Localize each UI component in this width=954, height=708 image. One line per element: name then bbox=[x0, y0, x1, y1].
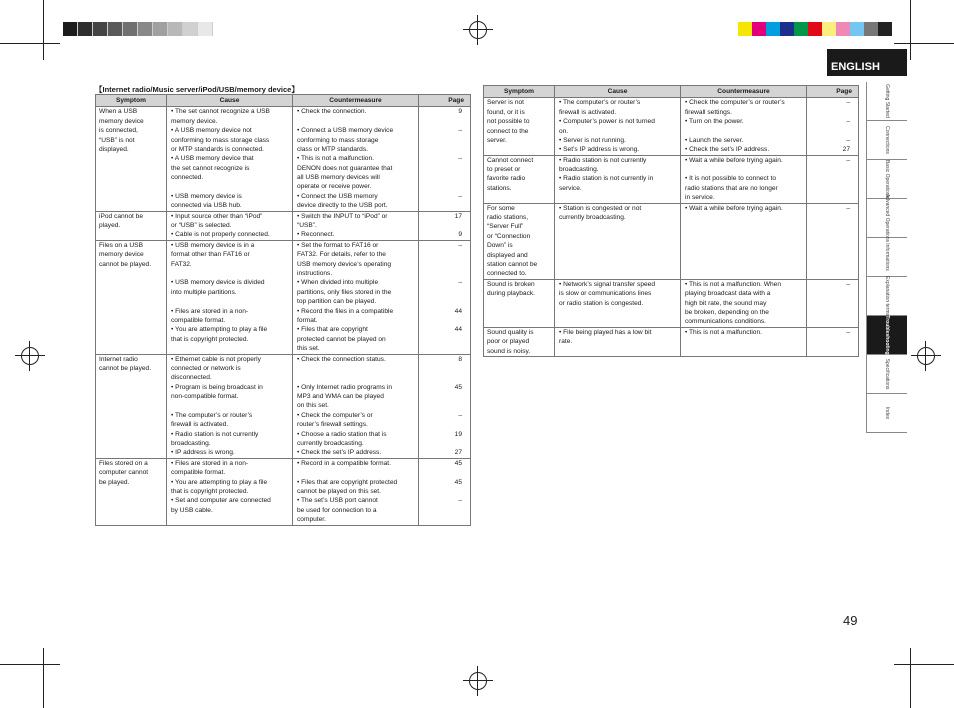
page-ref: 45 bbox=[454, 383, 462, 391]
side-tab[interactable] bbox=[866, 316, 907, 355]
countermeasure-item: • This is not a malfunction. When playing broadcast data with a high bit rate, the sound may be broken, depending on the communications conditions. bbox=[685, 280, 782, 326]
symptom-text: Server is not bbox=[487, 99, 525, 107]
side-tab-label: Troubleshooting bbox=[884, 315, 890, 355]
countermeasure-item: • Connect the USB memory device directly to the USB port. bbox=[297, 192, 388, 210]
side-tab[interactable] bbox=[866, 193, 907, 243]
symptom-text: connect to the bbox=[487, 127, 529, 135]
cause-item: • USB memory device is divided into multiple partitions. bbox=[171, 279, 265, 296]
cause-item: • A USB memory device not conforming to mass storage class or MTP standards is connected. bbox=[171, 127, 270, 153]
cause-cell bbox=[555, 327, 681, 356]
symptom-cell bbox=[484, 98, 555, 155]
countermeasure-item: • Wait a while before trying again. bbox=[685, 204, 783, 212]
countermeasure-cell bbox=[681, 155, 807, 203]
side-tab-label: Specifications bbox=[884, 358, 890, 390]
page-ref: – bbox=[846, 328, 850, 336]
cause-cell bbox=[555, 279, 681, 327]
crop-mark bbox=[894, 43, 954, 44]
page-ref: 9 bbox=[458, 108, 462, 116]
symptom-text: memory device bbox=[99, 117, 144, 125]
page-ref: 27 bbox=[454, 449, 462, 457]
symptom-text: be played. bbox=[99, 478, 130, 486]
page-cell bbox=[807, 155, 859, 203]
countermeasure-cell bbox=[681, 279, 807, 327]
symptom-text: displayed and bbox=[487, 251, 528, 259]
cause-item: • Radio station is not currently broadcasting. bbox=[559, 156, 647, 174]
grayscale-color-bar bbox=[63, 22, 213, 36]
cause-cell bbox=[555, 203, 681, 279]
cause-item: • Radio station is not currently broadcasting. bbox=[171, 430, 259, 448]
troubleshooting-table-right bbox=[483, 85, 859, 357]
countermeasure-item: • Record the files in a compatible format. bbox=[297, 307, 394, 324]
page-ref: – bbox=[458, 241, 462, 249]
header-symptom: Symptom bbox=[96, 95, 167, 107]
header-symptom: Symptom bbox=[484, 86, 555, 98]
page-ref: 45 bbox=[454, 459, 462, 467]
header-page: Page bbox=[419, 95, 471, 107]
symptom-text: stations. bbox=[487, 184, 512, 192]
symptom-text: iPod cannot be bbox=[99, 212, 143, 220]
crop-mark bbox=[0, 43, 60, 44]
side-navigation-tabs bbox=[866, 82, 907, 433]
crop-mark bbox=[910, 0, 911, 60]
cmyk-color-bar bbox=[738, 22, 892, 36]
cause-cell bbox=[167, 458, 293, 525]
troubleshooting-table-left bbox=[95, 94, 471, 526]
countermeasure-item: • When divided into multiple partitions, only files stored in the top partition can be played. bbox=[297, 279, 392, 306]
cause-item: • Set and computer are connected by USB cable. bbox=[171, 497, 271, 514]
symptom-text: For some bbox=[487, 204, 515, 212]
cause-item: • Files are stored in a non- compatible format. bbox=[171, 307, 249, 324]
symptom-text: during playback. bbox=[487, 290, 536, 298]
countermeasure-item: • Switch the INPUT to “iPod” or “USB”. bbox=[297, 212, 388, 230]
page-ref: – bbox=[458, 192, 462, 200]
countermeasure-item: • Connect a USB memory device conforming to mass storage class or MTP standards. bbox=[297, 127, 394, 153]
registration-mark bbox=[15, 341, 45, 371]
page-ref: 45 bbox=[454, 478, 462, 486]
registration-mark bbox=[911, 341, 941, 371]
cause-item: • File being played has a low bit rate. bbox=[559, 328, 652, 346]
page-cell bbox=[419, 458, 471, 525]
page-ref: – bbox=[846, 136, 850, 144]
cause-item: • Station is congested or not currently broadcasting. bbox=[559, 204, 642, 222]
symptom-cell bbox=[484, 155, 555, 203]
symptom-text: Internet radio bbox=[99, 355, 138, 363]
side-tab-label: Index bbox=[884, 406, 890, 420]
symptom-text: sound is noisy. bbox=[487, 347, 531, 355]
symptom-text: Files stored on a bbox=[99, 459, 148, 467]
symptom-text: or “Connection bbox=[487, 232, 531, 240]
symptom-cell bbox=[96, 107, 167, 211]
page-ref: – bbox=[458, 155, 462, 163]
symptom-text: station cannot be bbox=[487, 261, 538, 268]
page-ref: 44 bbox=[454, 307, 462, 315]
countermeasure-item: • Check the computer’s or router’s firewall settings. bbox=[297, 411, 373, 429]
symptom-text: cannot be played. bbox=[99, 260, 152, 268]
symptom-text: memory device bbox=[99, 251, 144, 259]
side-tab[interactable] bbox=[866, 82, 907, 121]
table-row bbox=[484, 98, 859, 155]
side-tab[interactable] bbox=[866, 238, 907, 277]
cause-item: • Set’s IP address is wrong. bbox=[559, 146, 640, 154]
cause-item: • Input source other than “iPod” or “USB” is selected. bbox=[171, 212, 263, 230]
symptom-cell bbox=[96, 458, 167, 525]
symptom-text: not possible to bbox=[487, 118, 530, 126]
countermeasure-item: • Files that are copyright protected cannot be played on this set. bbox=[297, 478, 398, 495]
section-title: 【Internet radio/Music server/iPod/USB/memory device】 bbox=[95, 85, 299, 94]
cause-item: • USB memory device is connected via USB hub. bbox=[171, 192, 242, 210]
page-ref: – bbox=[846, 280, 850, 288]
cause-item: • You are attempting to play a file that is copyright protected. bbox=[171, 478, 268, 495]
registration-mark bbox=[463, 15, 493, 45]
crop-mark bbox=[43, 0, 44, 60]
countermeasure-item: • Check the set’s IP address. bbox=[297, 449, 382, 457]
header-cause: Cause bbox=[555, 86, 681, 98]
cause-cell bbox=[167, 211, 293, 240]
page-cell bbox=[807, 279, 859, 327]
page-ref: – bbox=[846, 156, 850, 164]
cause-item: • USB memory device is in a format other than FAT16 or FAT32. bbox=[171, 241, 255, 268]
symptom-cell bbox=[96, 211, 167, 240]
cause-item: • The set cannot recognize a USB memory device. bbox=[171, 108, 270, 125]
cause-item: • Program is being broadcast in non-compatible format. bbox=[171, 383, 263, 401]
crop-mark bbox=[43, 648, 44, 708]
page-ref: – bbox=[846, 204, 850, 212]
symptom-text: Files on a USB bbox=[99, 241, 143, 249]
cause-item: • The computer’s or router’s firewall is activated. bbox=[171, 411, 253, 429]
symptom-cell bbox=[484, 327, 555, 356]
cause-item: • You are attempting to play a file that is copyright protected. bbox=[171, 326, 268, 343]
side-tab-label: Getting Started bbox=[884, 84, 890, 118]
crop-mark bbox=[894, 664, 954, 665]
page-ref: 19 bbox=[454, 430, 462, 438]
page-ref: – bbox=[846, 99, 850, 107]
countermeasure-item: • Only Internet radio programs in MP3 and WMA can be played on this set. bbox=[297, 383, 393, 410]
countermeasure-item: • It is not possible to connect to radio stations that are no longer in service. bbox=[685, 175, 778, 202]
symptom-text: connected to. bbox=[487, 270, 527, 278]
countermeasure-item: • This is not a malfunction. bbox=[685, 328, 762, 336]
page-ref: 8 bbox=[458, 355, 462, 363]
symptom-text: played. bbox=[99, 222, 121, 230]
table-row bbox=[484, 327, 859, 356]
cause-cell bbox=[167, 240, 293, 354]
side-tab[interactable] bbox=[866, 355, 907, 394]
countermeasure-item: • Turn on the power. bbox=[685, 118, 744, 126]
cause-item: • Files are stored in a non- compatible format. bbox=[171, 459, 249, 477]
symptom-cell bbox=[484, 279, 555, 327]
symptom-text: server. bbox=[487, 136, 507, 144]
symptom-text: “Server Full” bbox=[487, 223, 524, 231]
cause-item: • The computer’s or router’s firewall is activated. bbox=[559, 99, 641, 116]
symptom-text: radio stations, bbox=[487, 214, 529, 222]
table-row bbox=[484, 203, 859, 279]
side-tab-label: Advanced Operations bbox=[884, 193, 890, 243]
countermeasure-item: • Check the computer’s or router’s firewall settings. bbox=[685, 99, 785, 116]
page-cell bbox=[807, 203, 859, 279]
countermeasure-item: • Launch the server. bbox=[685, 136, 744, 144]
cause-cell bbox=[555, 155, 681, 203]
countermeasure-item: • Record in a compatible format. bbox=[297, 459, 391, 467]
table-row bbox=[484, 279, 859, 327]
table-row bbox=[96, 211, 471, 240]
page-ref: 44 bbox=[454, 326, 462, 334]
language-tab: ENGLISH bbox=[827, 49, 907, 76]
symptom-text: cannot be played. bbox=[99, 364, 152, 372]
table-row bbox=[96, 107, 471, 211]
symptom-text: Sound is broken bbox=[487, 280, 535, 288]
cause-item: • Network’s signal transfer speed is slow or communications lines or radio station is congested. bbox=[559, 280, 656, 307]
page-cell bbox=[807, 98, 859, 155]
countermeasure-cell bbox=[293, 354, 419, 458]
page-ref: – bbox=[458, 127, 462, 135]
page-ref: – bbox=[846, 118, 850, 126]
side-tab-label: Explanation terms bbox=[884, 275, 890, 317]
header-countermeasure: Countermeasure bbox=[293, 95, 419, 107]
symptom-text: When a USB bbox=[99, 108, 138, 116]
crop-mark bbox=[910, 648, 911, 708]
countermeasure-cell bbox=[681, 327, 807, 356]
countermeasure-item: • Choose a radio station that is currently broadcasting. bbox=[297, 430, 387, 448]
cause-cell bbox=[555, 98, 681, 155]
countermeasure-item: • Check the set’s IP address. bbox=[685, 146, 770, 154]
countermeasure-cell bbox=[681, 98, 807, 155]
header-page: Page bbox=[807, 86, 859, 98]
cause-item: • Ethernet cable is not properly connected or network is disconnected. bbox=[171, 355, 261, 382]
page-number: 49 bbox=[843, 613, 858, 628]
side-tab[interactable] bbox=[866, 394, 907, 433]
page-ref: 17 bbox=[454, 212, 462, 220]
side-tab-label: Informations bbox=[884, 243, 890, 271]
page-ref: – bbox=[458, 279, 462, 287]
symptom-text: Sound quality is bbox=[487, 328, 534, 336]
countermeasure-item: • The set’s USB port cannot be used for connection to a computer. bbox=[297, 497, 378, 524]
cause-cell bbox=[167, 354, 293, 458]
countermeasure-cell bbox=[293, 458, 419, 525]
page-cell bbox=[419, 354, 471, 458]
countermeasure-item: • This is not a malfunction. DENON does not guarantee that all USB memory devices will operate or receive power. bbox=[297, 155, 393, 191]
countermeasure-item: • Files that are copyright protected cannot be played on this set. bbox=[297, 326, 386, 353]
page-ref: 9 bbox=[458, 231, 462, 239]
cause-item: • A USB memory device that the set cannot recognize is connected. bbox=[171, 155, 254, 182]
page-ref bbox=[810, 174, 850, 202]
symptom-text: favorite radio bbox=[487, 175, 526, 183]
countermeasure-item: • Set the format to FAT16 or FAT32. For details, refer to the USB memory device’s operating instructions. bbox=[297, 241, 392, 277]
symptom-text: is connected, bbox=[99, 127, 138, 135]
registration-mark bbox=[463, 666, 493, 696]
cause-item: • Cable is not properly connected. bbox=[171, 231, 270, 239]
page-ref: – bbox=[458, 497, 462, 505]
symptom-text: computer cannot bbox=[99, 469, 149, 477]
countermeasure-cell bbox=[293, 211, 419, 240]
page-ref: 27 bbox=[842, 146, 850, 154]
cause-item: • Computer’s power is not turned on. bbox=[559, 118, 655, 135]
crop-mark bbox=[0, 664, 60, 665]
page-cell bbox=[419, 211, 471, 240]
symptom-cell bbox=[96, 354, 167, 458]
page-cell bbox=[807, 327, 859, 356]
header-cause: Cause bbox=[167, 95, 293, 107]
cause-item: • Server is not running. bbox=[559, 136, 626, 144]
countermeasure-item: • Wait a while before trying again. bbox=[685, 156, 783, 164]
symptom-text: “USB” is not bbox=[99, 136, 135, 144]
countermeasure-cell bbox=[681, 203, 807, 279]
side-tab-label: Connections bbox=[884, 126, 890, 154]
page-cell bbox=[419, 107, 471, 211]
side-tab-label: Basic Operations bbox=[884, 159, 890, 199]
symptom-text: found, or it is bbox=[487, 108, 525, 116]
side-tab[interactable] bbox=[866, 277, 907, 316]
cause-cell bbox=[167, 107, 293, 211]
table-row bbox=[484, 155, 859, 203]
page-ref: – bbox=[458, 411, 462, 419]
cause-item: • IP address is wrong. bbox=[171, 449, 235, 457]
countermeasure-item: • Check the connection. bbox=[297, 108, 367, 116]
side-tab[interactable] bbox=[866, 121, 907, 160]
symptom-text: poor or played bbox=[487, 338, 530, 346]
symptom-text: Down” is bbox=[487, 242, 513, 250]
symptom-text: Cannot connect bbox=[487, 156, 534, 164]
countermeasure-item: • Reconnect. bbox=[297, 231, 335, 239]
countermeasure-cell bbox=[293, 240, 419, 354]
symptom-cell bbox=[484, 203, 555, 279]
page-cell bbox=[419, 240, 471, 354]
table-row bbox=[96, 240, 471, 354]
symptom-text: to preset or bbox=[487, 166, 521, 174]
header-countermeasure: Countermeasure bbox=[681, 86, 807, 98]
table-row bbox=[96, 354, 471, 458]
symptom-cell bbox=[96, 240, 167, 354]
cause-item: • Radio station is not currently in service. bbox=[559, 175, 654, 192]
countermeasure-item: • Check the connection status. bbox=[297, 355, 386, 363]
countermeasure-cell bbox=[293, 107, 419, 211]
table-row bbox=[96, 458, 471, 525]
symptom-text: displayed. bbox=[99, 145, 129, 153]
